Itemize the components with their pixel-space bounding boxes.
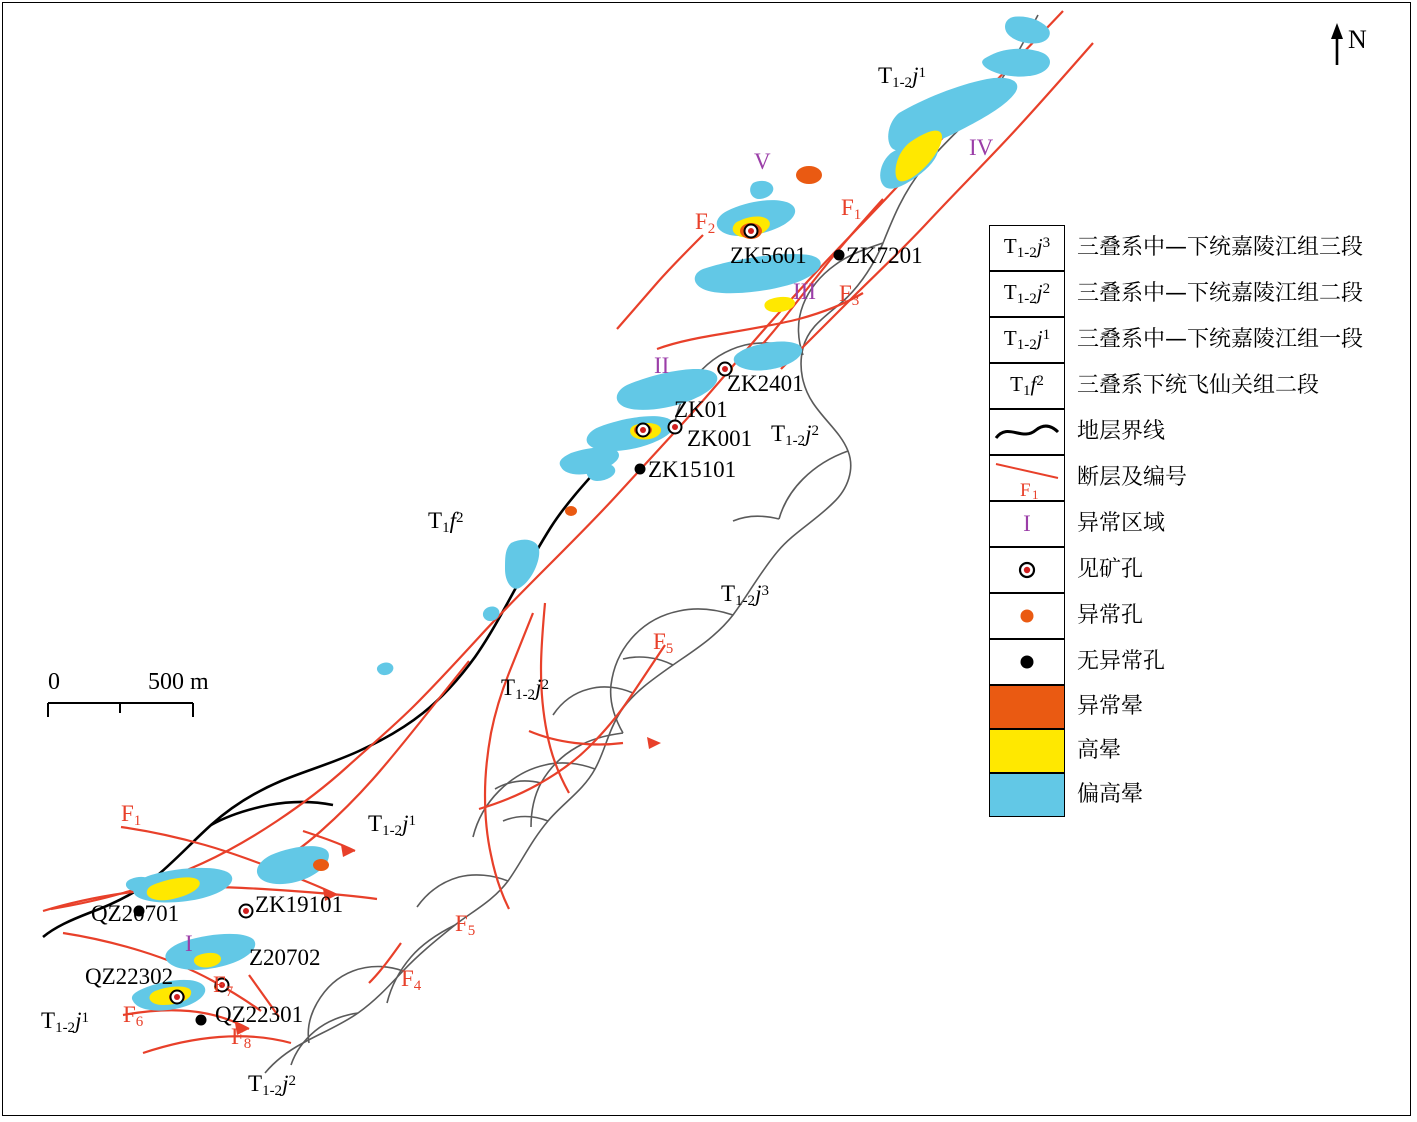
legend-roman-i: I xyxy=(1023,511,1031,536)
fault-label-f6: $F_6$ xyxy=(123,1002,144,1030)
legend-item-anomaly-zone xyxy=(989,501,1389,547)
contour-lines xyxy=(265,15,1038,1073)
strat-label-t12j2-center: $T_{1-2}j^2$ xyxy=(501,675,549,703)
hole-zk19101[interactable] xyxy=(240,905,253,918)
legend-item-ore-hole xyxy=(989,547,1389,593)
hole-label-qz22301: QZ22301 xyxy=(215,1002,304,1027)
legend-symbol-fault xyxy=(989,455,1065,501)
fault-label-f7: $F_7$ xyxy=(213,972,234,1000)
legend-symbol-anomaly-zone xyxy=(989,501,1065,547)
fault-label-f5-low: $F_5$ xyxy=(455,911,476,939)
hole-label-zk001: ZK001 xyxy=(687,426,753,451)
legend-label-t12j3: 三叠系中—下统嘉陵江组三段 xyxy=(1077,235,1364,260)
legend-symbol-ore-hole xyxy=(989,547,1065,593)
legend-label-t12j1: 三叠系中—下统嘉陵江组一段 xyxy=(1077,327,1364,352)
hole-label-qz20701: QZ20701 xyxy=(91,901,180,926)
hole-zk15101 xyxy=(635,464,646,475)
legend-item-normal-hole xyxy=(989,639,1389,685)
hole-qz22301 xyxy=(196,1015,207,1026)
hole-zk7201 xyxy=(834,250,845,261)
legend-label-t1f2: 三叠系下统飞仙关组二段 xyxy=(1077,373,1320,398)
legend-item-anomaly-hole xyxy=(989,593,1389,639)
hole-label-zk7201: ZK7201 xyxy=(846,243,923,268)
legend-item-midhigh-halo xyxy=(989,773,1389,817)
legend-symbol-t12j1: $T_{1-2}j^1$ xyxy=(989,317,1065,363)
legend-swatch-anomaly-halo xyxy=(989,685,1065,729)
strat-label-t12j2-bottom: $T_{1-2}j^2$ xyxy=(248,1071,296,1099)
legend-label-normal-hole: 无异常孔 xyxy=(1077,649,1166,674)
legend-symbol-stratline xyxy=(989,409,1065,455)
hole-label-zk01: ZK01 xyxy=(674,397,728,422)
fault-label-f5-mid: $F_5$ xyxy=(653,629,674,657)
strat-label-t1f2-left: $T_1f^2$ xyxy=(428,508,464,536)
legend-label-anomaly-hole: 异常孔 xyxy=(1077,603,1144,628)
fault-label-f4: $F_4$ xyxy=(401,966,422,994)
legend-label-high-halo: 高晕 xyxy=(1077,738,1122,763)
hole-zk01[interactable] xyxy=(637,424,650,437)
north-arrow xyxy=(1331,23,1343,65)
hole-label-zk19101: ZK19101 xyxy=(255,892,344,917)
zone-label-iv: IV xyxy=(969,135,994,160)
legend-item-t1f2 xyxy=(989,363,1389,409)
legend-symbol-normal-hole xyxy=(989,639,1065,685)
legend-symbol-t12j2: $T_{1-2}j^2$ xyxy=(989,271,1065,317)
north-label: N xyxy=(1348,25,1367,54)
hole-label-z20702: Z20702 xyxy=(249,945,321,970)
legend-panel xyxy=(989,225,1389,817)
strat-label-t12j1-top: $T_{1-2}j^1$ xyxy=(878,63,926,91)
hole-label-qz22302: QZ22302 xyxy=(85,964,174,989)
legend-label-t12j2: 三叠系中—下统嘉陵江组二段 xyxy=(1077,281,1364,306)
fault-label-f8: $F_8$ xyxy=(231,1024,252,1052)
boundary-line-icon xyxy=(992,412,1062,452)
legend-symbol-t1f2: $T_1f^2$ xyxy=(989,363,1065,409)
legend-item-t12j2 xyxy=(989,271,1389,317)
strat-label-t12j1-lower: $T_{1-2}j^1$ xyxy=(368,811,416,839)
hole-label-zk5601: ZK5601 xyxy=(730,243,807,268)
legend-label-fault: 断层及编号 xyxy=(1077,465,1188,490)
zone-label-iii: III xyxy=(793,279,816,304)
normal-hole-icon xyxy=(1013,648,1041,676)
legend-label-midhigh-halo: 偏高晕 xyxy=(1077,782,1144,807)
legend-item-t12j1 xyxy=(989,317,1389,363)
legend-label-anomaly-halo: 异常晕 xyxy=(1077,694,1144,719)
zone-label-ii: II xyxy=(654,353,670,378)
fault-label-f1-ne: $F_1$ xyxy=(841,195,862,223)
legend-swatch-high-halo xyxy=(989,729,1065,773)
legend-item-t12j3 xyxy=(989,225,1389,271)
fault-line-icon xyxy=(992,456,1062,500)
zone-label-v: V xyxy=(754,149,771,174)
scale-value: 500 m xyxy=(148,669,209,695)
ore-hole-icon xyxy=(1013,556,1041,584)
strat-label-t12j3-right: $T_{1-2}j^3$ xyxy=(721,581,769,609)
legend-swatch-midhigh-halo xyxy=(989,773,1065,817)
legend-item-high-halo xyxy=(989,729,1389,773)
hole-label-zk15101: ZK15101 xyxy=(648,457,737,482)
strat-label-t12j2-mid: $T_{1-2}j^2$ xyxy=(771,421,819,449)
scale-bar xyxy=(48,703,193,717)
legend-symbol-anomaly-hole xyxy=(989,593,1065,639)
fault-arrows xyxy=(235,737,661,1035)
legend-item-anomaly-halo xyxy=(989,685,1389,729)
svg-text:F: F xyxy=(1020,480,1031,500)
legend-label-ore-hole: 见矿孔 xyxy=(1077,557,1144,582)
map-frame xyxy=(2,2,1411,1116)
hole-qz22302[interactable] xyxy=(171,991,184,1004)
legend-item-stratline xyxy=(989,409,1389,455)
fault-label-f3: $F_3$ xyxy=(839,281,860,309)
svg-text:1: 1 xyxy=(1032,487,1039,500)
hole-zk5601[interactable] xyxy=(745,225,758,238)
anomaly-hole-icon xyxy=(1013,602,1041,630)
fault-label-f1-sw: $F_1$ xyxy=(121,801,142,829)
strat-label-t12j1-bottomleft: $T_{1-2}j^1$ xyxy=(41,1008,89,1036)
scale-zero: 0 xyxy=(48,669,60,695)
legend-label-anomaly-zone: 异常区域 xyxy=(1077,511,1166,536)
hole-label-zk2401: ZK2401 xyxy=(727,371,804,396)
fault-label-f2: $F_2$ xyxy=(695,209,716,237)
legend-label-stratline: 地层界线 xyxy=(1077,419,1166,444)
legend-symbol-t12j3: $T_{1-2}j^3$ xyxy=(989,225,1065,271)
legend-item-fault xyxy=(989,455,1389,501)
zone-label-i: I xyxy=(185,931,193,956)
